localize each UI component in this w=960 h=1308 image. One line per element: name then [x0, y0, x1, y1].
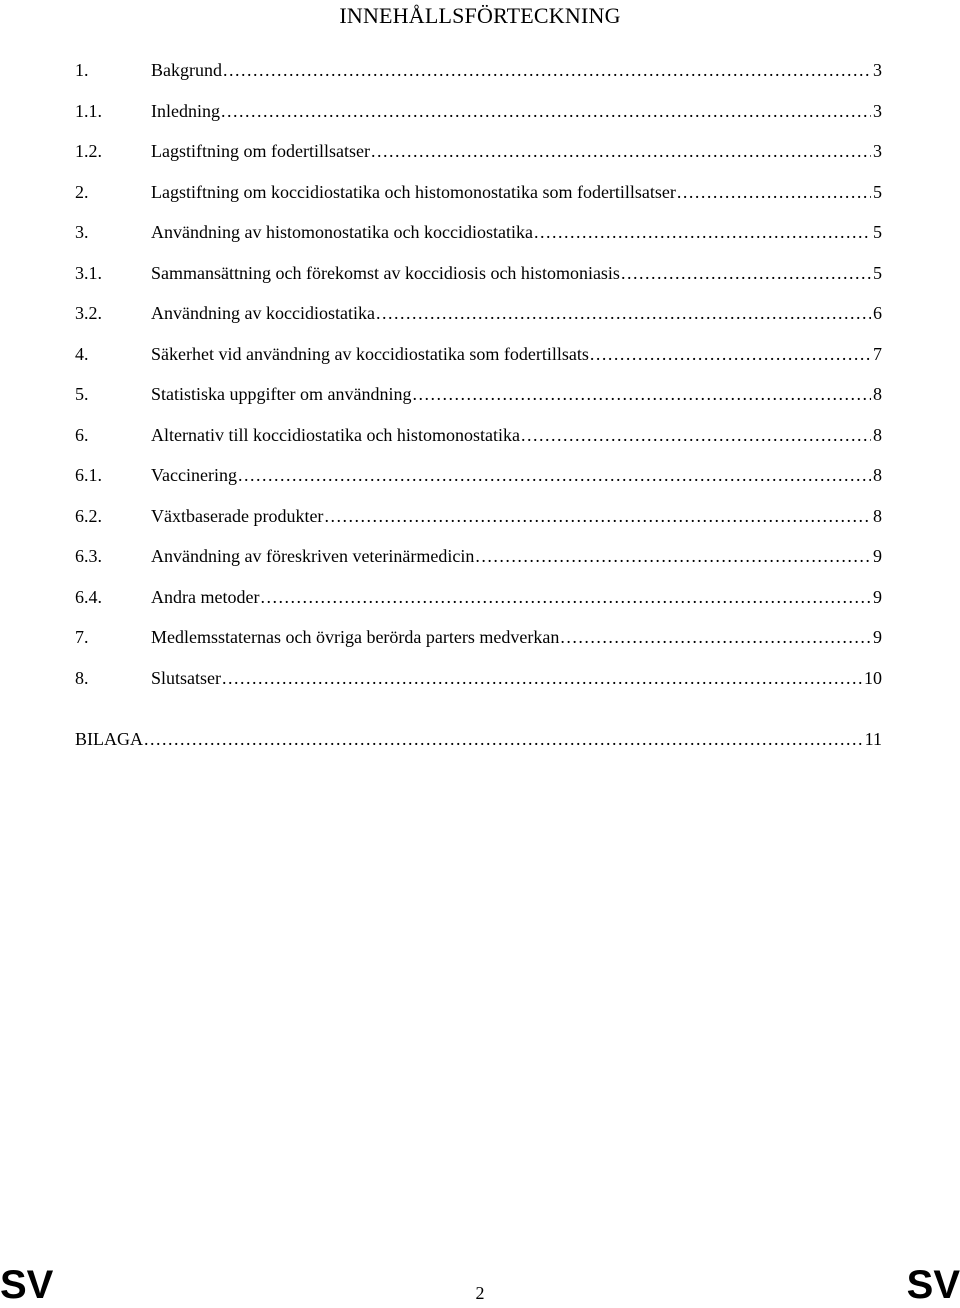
toc-entry-page: 8 [873, 465, 882, 485]
toc-entry-page: 8 [873, 424, 882, 445]
toc-leader-dots [475, 536, 871, 577]
toc-leader-dots [621, 253, 871, 294]
toc-leader-dots [534, 212, 871, 253]
page-title: INNEHÅLLSFÖRTECKNING [339, 3, 621, 28]
toc-entry-number: 3. [75, 222, 89, 242]
toc-leader-dots [144, 719, 863, 760]
toc-entry-title: Användning av koccidiostatika [151, 303, 375, 323]
toc-entry-number: 1.1. [75, 100, 102, 121]
toc-entry-number: 7. [75, 627, 89, 647]
toc-entry-5[interactable] [75, 374, 882, 415]
toc-leader-dots [223, 50, 871, 91]
toc-entry-page: 3 [873, 60, 882, 80]
toc-entry-number: 6. [75, 424, 89, 445]
toc-entry-page: 9 [873, 627, 882, 647]
toc-entry-2[interactable] [75, 172, 882, 213]
toc-entry-8[interactable] [75, 658, 882, 699]
toc-entry-page: 5 [873, 262, 882, 283]
toc-entry-number: 6.1. [75, 465, 102, 485]
toc-entry-number: 3.2. [75, 303, 102, 323]
toc-entry-3-1[interactable] [75, 253, 882, 294]
toc-entry-6[interactable] [75, 415, 882, 456]
toc-entry-number: 6.2. [75, 505, 102, 526]
toc-leader-dots [238, 455, 871, 496]
toc-entry-title: Lagstiftning om fodertillsatser [151, 141, 370, 161]
toc-entry-page: 3 [873, 100, 882, 121]
toc-entry-1[interactable] [75, 50, 882, 91]
toc-entry-title: Användning av histomonostatika och koccidiostatika [151, 222, 533, 242]
toc-entry-number: 3.1. [75, 262, 102, 283]
toc-entry-4[interactable] [75, 334, 882, 375]
toc-entry-number: 6.3. [75, 546, 102, 566]
toc-entry-1-2[interactable] [75, 131, 882, 172]
page-number: 2 [475, 1283, 485, 1303]
toc-entry-title: Lagstiftning om koccidiostatika och histomonostatika som fodertillsatser [151, 181, 676, 202]
toc-entry-page: 9 [873, 546, 882, 566]
toc-leader-dots [222, 658, 862, 699]
toc-entry-1-1[interactable] [75, 91, 882, 132]
toc-entry-number: 5. [75, 384, 89, 404]
toc-entry-title: Alternativ till koccidiostatika och histomonostatika [151, 424, 520, 445]
toc-entry-page: 8 [873, 384, 882, 404]
toc-entry-page: 3 [873, 141, 882, 161]
footer-language-left: SV [0, 1263, 54, 1307]
toc-leader-dots [324, 496, 871, 537]
toc-entry-annex[interactable] [75, 719, 882, 760]
toc-leader-dots [412, 374, 871, 415]
toc-entry-title: Statistiska uppgifter om användning [151, 384, 412, 404]
toc-entry-number: 8. [75, 667, 89, 688]
toc-entry-page: 6 [873, 303, 882, 323]
toc-entry-number: 1.2. [75, 141, 102, 161]
toc-entry-title: Slutsatser [151, 667, 221, 688]
toc-leader-dots [376, 293, 871, 334]
toc-entry-7[interactable] [75, 617, 882, 658]
toc-leader-dots [590, 334, 871, 375]
toc-entry-title: Växtbaserade produkter [151, 505, 324, 526]
footer-language-right: SV [906, 1263, 960, 1307]
toc-entry-number: 1. [75, 60, 89, 80]
toc-leader-dots [521, 415, 871, 456]
toc-entry-6-2[interactable] [75, 496, 882, 537]
toc-entry-page: 11 [864, 729, 882, 749]
toc-entry-title: Säkerhet vid användning av koccidiostatika som fodertillsats [151, 343, 589, 364]
toc-entry-title: Användning av föreskriven veterinärmedicin [151, 546, 475, 566]
toc-entry-page: 8 [873, 505, 882, 526]
toc-annex [75, 719, 882, 760]
toc-entry-number: 6.4. [75, 586, 102, 607]
toc-entry-title: Bakgrund [151, 60, 222, 80]
toc-leader-dots [260, 577, 871, 618]
toc-leader-dots [560, 617, 871, 658]
toc-entry-title: Vaccinering [151, 465, 237, 485]
toc-entry-page: 9 [873, 586, 882, 607]
toc-entry-6-1[interactable] [75, 455, 882, 496]
toc-entry-page: 7 [873, 343, 882, 364]
toc-entry-title: Andra metoder [151, 586, 260, 607]
toc-entry-title: Medlemsstaternas och övriga berörda parters medverkan [151, 627, 560, 647]
toc-entry-page: 5 [873, 222, 882, 242]
toc-entry-number: 2. [75, 181, 89, 202]
toc-entry-6-3[interactable] [75, 536, 882, 577]
toc-entry-3[interactable] [75, 212, 882, 253]
toc-leader-dots [677, 172, 871, 213]
toc-entry-3-2[interactable] [75, 293, 882, 334]
toc-entry-page: 10 [864, 667, 882, 688]
toc-entry-6-4[interactable] [75, 577, 882, 618]
toc-leader-dots [371, 131, 871, 172]
toc-entry-page: 5 [873, 181, 882, 202]
toc-entry-title: Inledning [151, 100, 220, 121]
toc-entry-title: BILAGA [75, 729, 143, 749]
toc-entry-title: Sammansättning och förekomst av koccidiosis och histomoniasis [151, 262, 620, 283]
toc-leader-dots [221, 91, 871, 132]
table-of-contents [75, 50, 882, 698]
toc-entry-number: 4. [75, 343, 89, 364]
